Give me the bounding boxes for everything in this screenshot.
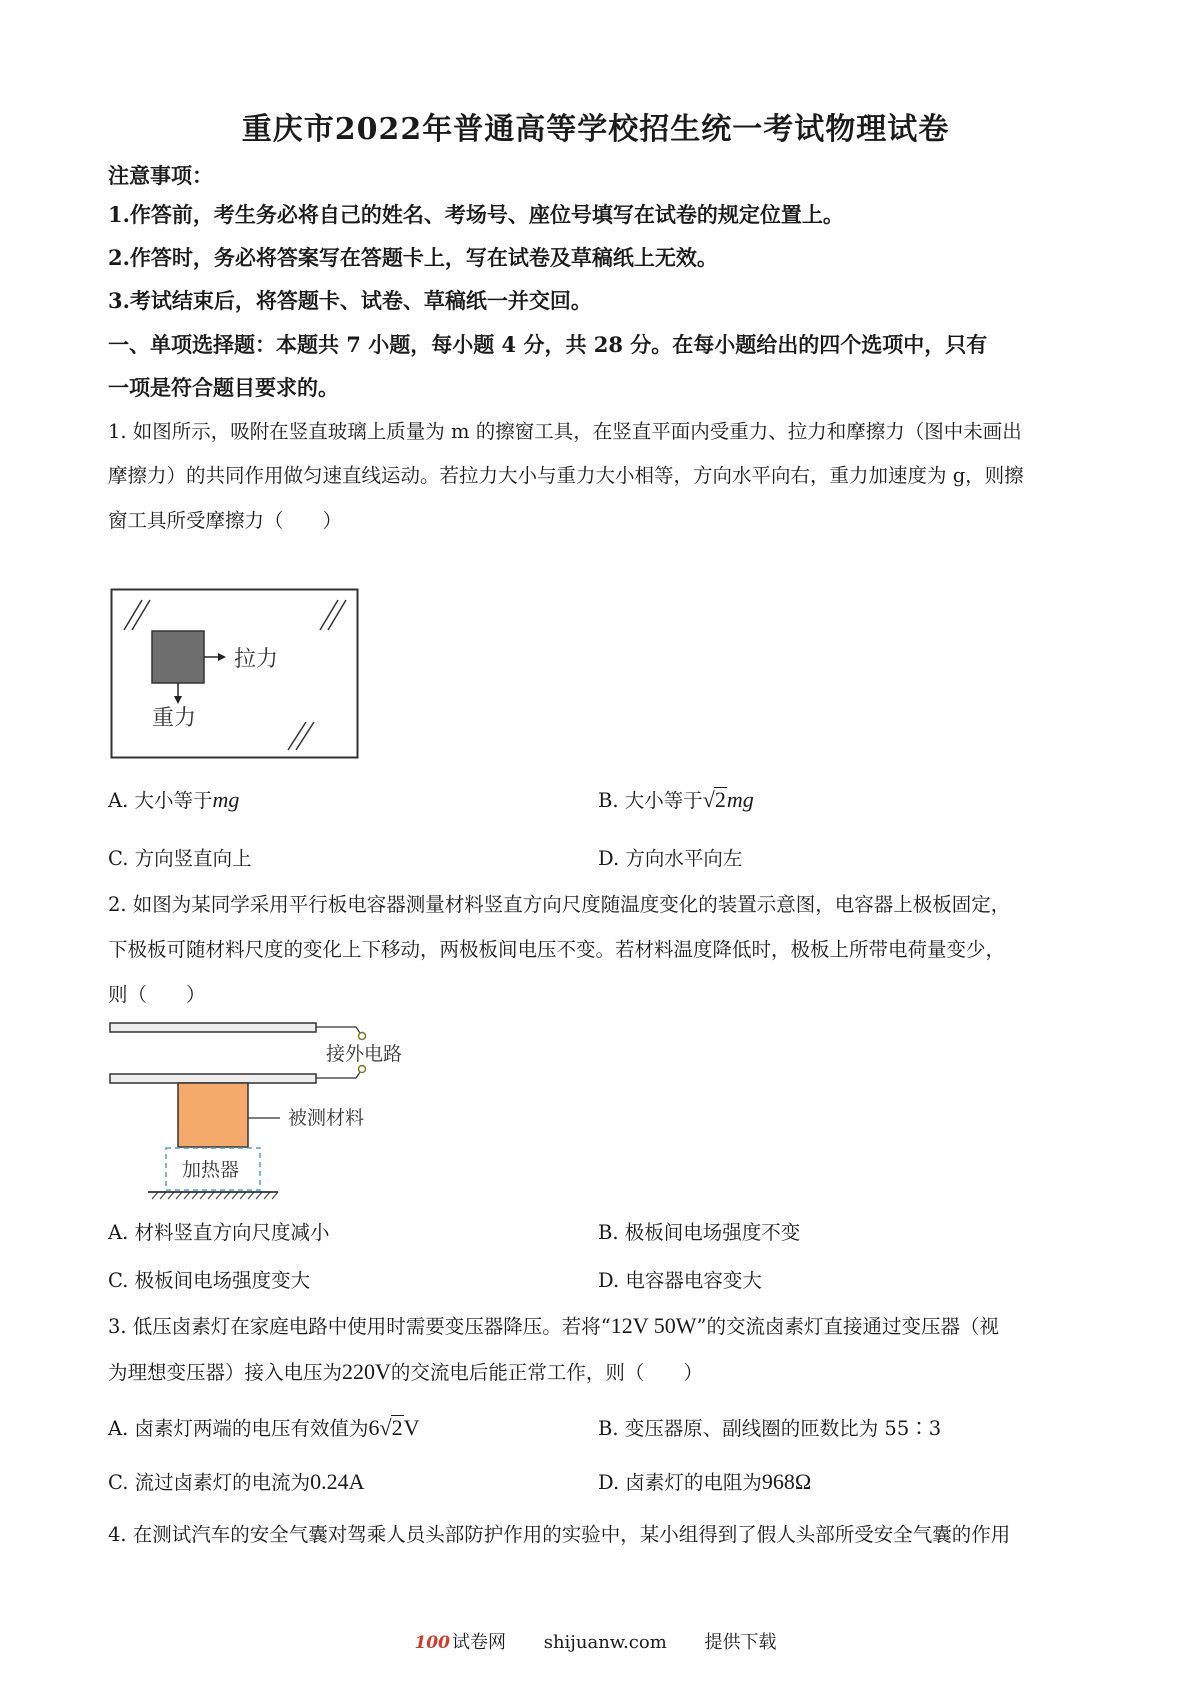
q1-option-b-math: mg <box>726 787 754 812</box>
q2-option-d: D. 电容器电容变大 <box>598 1269 762 1292</box>
q2-text-line-3: 则（ ） <box>108 983 206 1006</box>
q3-option-a-label: A. 卤素灯两端的电压有效值为 <box>108 1417 369 1440</box>
material-label: 被测材料 <box>288 1107 365 1129</box>
q1-option-a <box>108 785 239 813</box>
section-heading-line-1: 一、单项选择题：本题共 7 小题，每小题 4 分，共 28 分。在每小题给出的四个选项中，只有 <box>108 332 988 357</box>
q3-option-a: A. 卤素灯两端的电压有效值为6√2V <box>108 1415 420 1440</box>
notice-item-3: 3.考试结束后，将答题卡、试卷、草稿纸一并交回。 <box>108 288 592 313</box>
q1-option-a-math: mg <box>212 787 240 812</box>
heater-label: 加热器 <box>182 1159 240 1181</box>
notice-item-2: 2.作答时，务必将答案写在答题卡上，写在试卷及草稿纸上无效。 <box>108 245 718 270</box>
notice-item-1: 1.作答前，考生务必将自己的姓名、考场号、座位号填写在试卷的规定位置上。 <box>108 202 844 227</box>
q3-option-c <box>108 1467 365 1495</box>
q2-figure-capacitor-apparatus <box>108 1015 428 1205</box>
circuit-label: 接外电路 <box>326 1043 403 1065</box>
section-heading-line-2: 一项是符合题目要求的。 <box>108 375 339 400</box>
q3-option-c-math: 0.24A <box>310 1469 365 1494</box>
q3-text-line-2-a: 为理想变压器）接入电压为 <box>108 1361 343 1384</box>
site-logo: 100 <box>414 1633 450 1653</box>
q2-text-line-2: 下极板可随材料尺度的变化上下移动，两极板间电压不变。若材料温度降低时，极板上所带电荷量变少， <box>108 938 1006 961</box>
q2-option-a: A. 材料竖直方向尺度减小 <box>108 1221 330 1244</box>
test-material-block <box>178 1083 248 1147</box>
q2-option-b: B. 极板间电场强度不变 <box>598 1221 801 1244</box>
q1-option-b: B. 大小等于√2mg <box>598 787 754 812</box>
cleaning-tool-block <box>152 631 204 683</box>
q1-text-line-1: 1. 如图所示，吸附在竖直玻璃上质量为 m 的擦窗工具，在竖直平面内受重力、拉力和摩擦力（图中未画出 <box>108 420 1022 443</box>
q3-option-d <box>598 1467 811 1495</box>
q3-option-d-math: 968Ω <box>761 1469 812 1494</box>
q3-text-line-1 <box>108 1311 999 1339</box>
q3-option-a-coef: 6 <box>368 1415 380 1440</box>
q3-option-a-unit: V <box>403 1415 420 1440</box>
footer-note: 提供下载 <box>704 1632 777 1653</box>
q1-option-b-radicand: 2 <box>714 787 726 812</box>
q1-option-c: C. 方向竖直向上 <box>108 847 252 870</box>
gravity-arrow-icon <box>174 696 182 704</box>
pull-label: 拉力 <box>234 647 279 672</box>
notice-heading: 注意事项： <box>108 163 213 188</box>
q1-figure-window-cleaner <box>110 588 360 760</box>
q3-lamp-rating: 12V 50W <box>610 1313 697 1338</box>
q3-option-b: B. 变压器原、副线圈的匝数比为 55∶3 <box>598 1417 942 1440</box>
pull-arrow-icon <box>218 653 226 661</box>
q3-option-a-radicand: 2 <box>391 1415 403 1440</box>
gravity-label: 重力 <box>152 706 197 731</box>
q3-text-line-2-b: 的交流电后能正常工作，则（ ） <box>390 1361 703 1384</box>
q1-option-a-label: A. 大小等于 <box>108 789 213 812</box>
ground-hatch-icon <box>152 1192 278 1199</box>
terminal-top-icon <box>359 1033 366 1040</box>
q1-text-line-2: 摩擦力）的共同作用做匀速直线运动。若拉力大小与重力大小相等，方向水平向右，重力加速度为 g，则擦 <box>108 464 1024 487</box>
q3-option-c-label: C. 流过卤素灯的电流为 <box>108 1471 311 1494</box>
q2-text-line-1: 2. 如图为某同学采用平行板电容器测量材料竖直方向尺度随温度变化的装置示意图，电容器上极板固定， <box>108 893 1011 916</box>
site-domain-link[interactable]: shijuanw.com <box>543 1632 667 1653</box>
lower-plate <box>110 1074 316 1083</box>
q3-text-line-1-a: 3. 低压卤素灯在家庭电路中使用时需要变压器降压。若将“ <box>108 1315 611 1338</box>
glass-frame <box>112 590 358 758</box>
upper-plate <box>110 1023 316 1032</box>
q3-option-d-label: D. 卤素灯的电阻为 <box>598 1471 762 1494</box>
page-title: 重庆市2022年普通高等学校招生统一考试物理试卷 <box>241 112 950 147</box>
terminal-bottom-icon <box>359 1066 366 1073</box>
q1-text-line-3: 窗工具所受摩擦力（ ） <box>108 509 343 532</box>
q4-text-line-1: 4. 在测试汽车的安全气囊对驾乘人员头部防护作用的实验中，某小组得到了假人头部所受安全气囊的作用 <box>108 1523 1011 1546</box>
q1-option-d: D. 方向水平向左 <box>598 847 743 870</box>
page-footer <box>0 1628 1191 1654</box>
q2-option-c: C. 极板间电场强度变大 <box>108 1269 311 1292</box>
q3-supply-voltage: 220V <box>342 1359 391 1384</box>
q1-option-b-label: B. 大小等于 <box>598 789 703 812</box>
q3-text-line-1-b: ”的交流卤素灯直接通过变压器（视 <box>696 1315 1000 1338</box>
q3-text-line-2 <box>108 1357 703 1385</box>
site-name: 试卷网 <box>451 1632 506 1653</box>
